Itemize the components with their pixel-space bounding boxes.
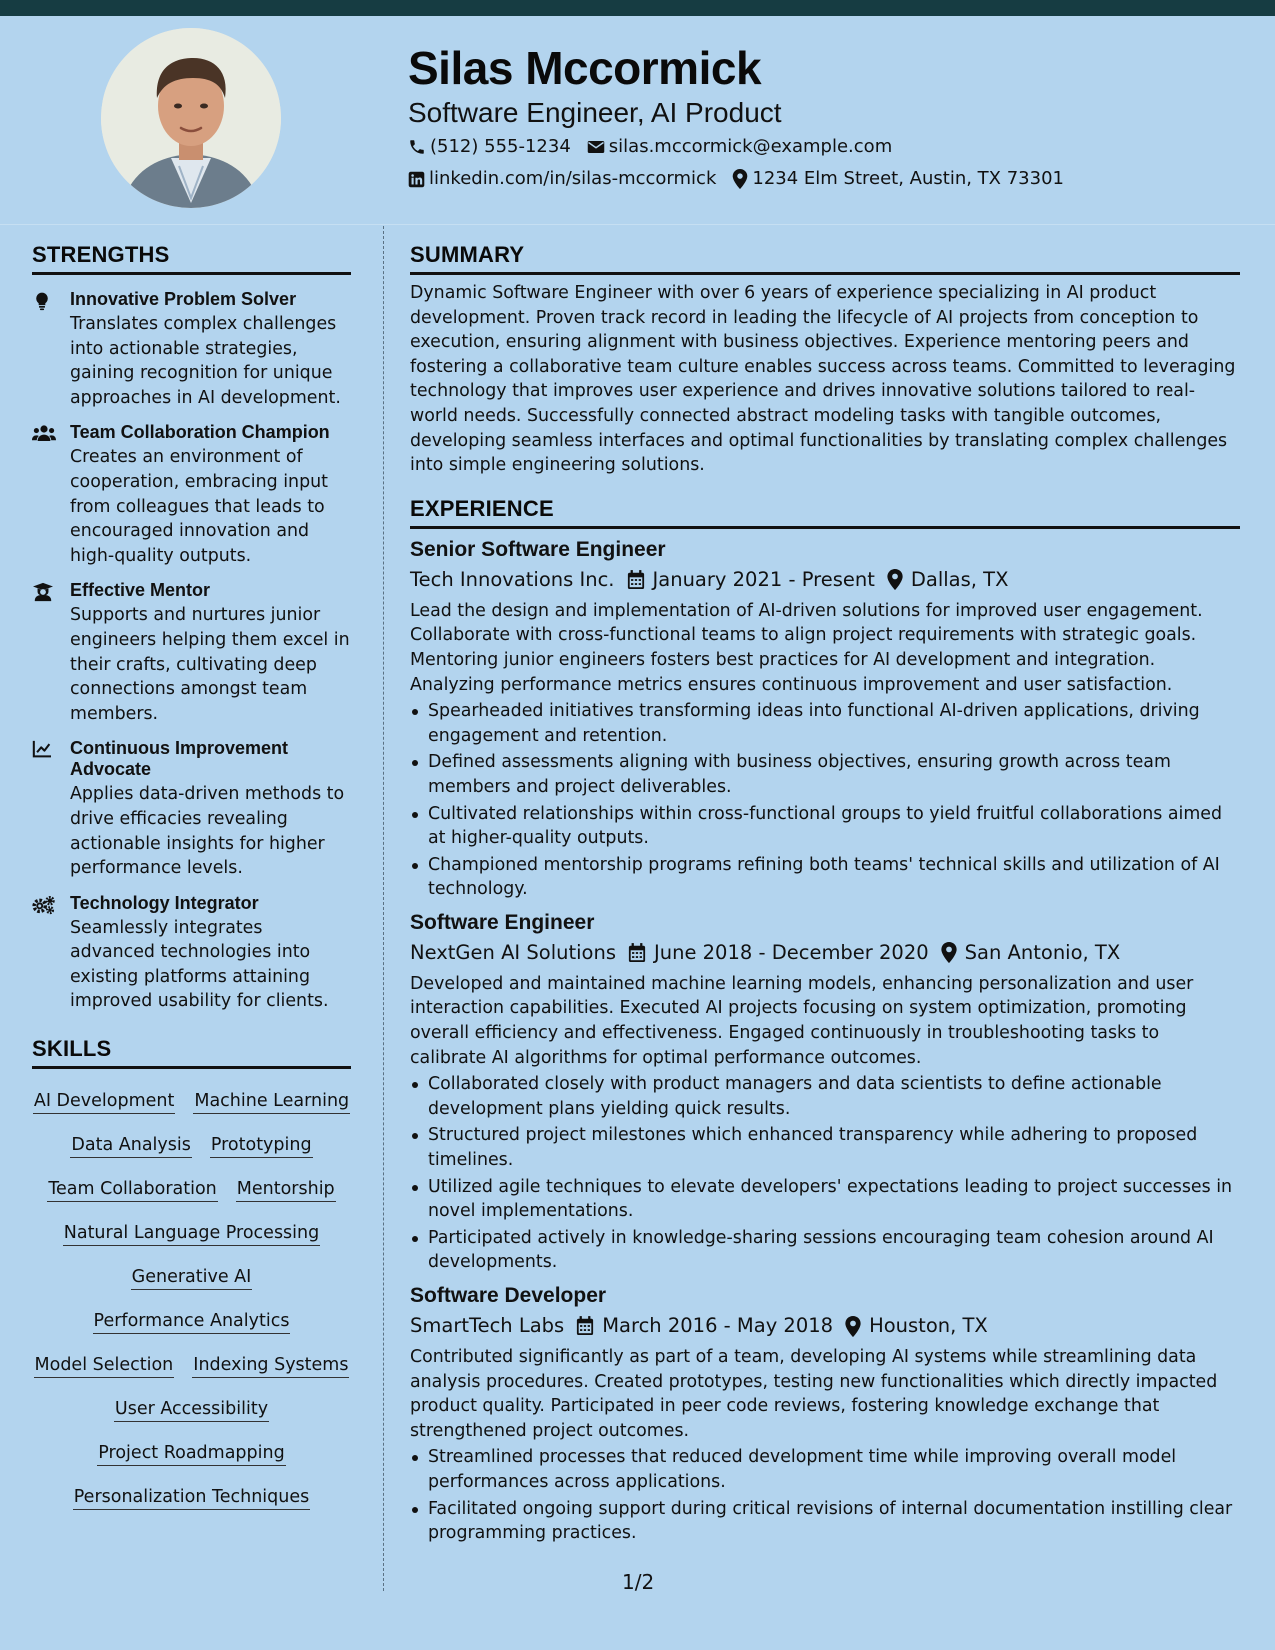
email-item — [587, 132, 892, 162]
job-meta — [410, 1311, 1240, 1341]
job-bullet: Facilitated ongoing support during critical revisions of internal documentation instilling clear programming practices. — [410, 1497, 1240, 1546]
strength-desc: Creates an environment of cooperation, embracing input from colleagues that leads to encouraged innovation and high-quality outputs. — [70, 447, 328, 566]
strength-item — [32, 289, 351, 410]
skill-chip: Team Collaboration — [47, 1177, 217, 1202]
calendar-icon — [576, 1316, 594, 1336]
chart-line-icon — [32, 740, 52, 758]
skill-chip: Data Analysis — [70, 1133, 191, 1158]
strength-desc: Translates complex challenges into actionable strategies, gaining recognition for unique approaches in AI development. — [70, 314, 341, 408]
gears-icon — [32, 895, 56, 915]
skill-chip: AI Development — [33, 1089, 176, 1114]
skill-chip: Generative AI — [131, 1265, 253, 1290]
job-bullet: Structured project milestones which enhanced transparency while adhering to proposed timelines. — [410, 1123, 1240, 1172]
address-item — [732, 164, 1064, 194]
job-entry — [410, 1283, 1240, 1546]
calendar-icon — [627, 570, 645, 590]
linkedin-icon — [408, 171, 425, 188]
job-title: Senior Software Engineer — [410, 537, 666, 561]
strength-title: Continuous Improvement Advocate — [70, 738, 289, 780]
company-name: NextGen AI Solutions — [410, 940, 616, 964]
skill-chip: User Accessibility — [114, 1397, 269, 1422]
lightbulb-icon — [32, 291, 52, 311]
skill-chip: Indexing Systems — [192, 1353, 349, 1378]
calendar-icon — [628, 943, 646, 963]
job-bullet: Cultivated relationships within cross-functional groups to yield fruitful collaborations aimed at higher-quality outputs. — [410, 802, 1240, 851]
strength-item — [32, 422, 351, 568]
job-bullet: Collaborated closely with product managers and data scientists to define actionable development plans yielding quick results. — [410, 1072, 1240, 1121]
strength-desc: Supports and nurtures junior engineers helping them excel in their crafts, cultivating deep connections amongst team members. — [70, 605, 350, 724]
job-description: Contributed significantly as part of a team, developing AI systems while streamlining data analysis procedures. Created prototypes, testing new functionalities which directly impacted product quality. Participated in peer code reviews, fostering knowledge exchange that strengthened project outcomes. — [410, 1347, 1218, 1441]
page-number: 1/2 — [622, 1570, 655, 1594]
skill-chip: Performance Analytics — [93, 1309, 291, 1334]
strength-title: Team Collaboration Champion — [70, 422, 330, 443]
summary-text: Dynamic Software Engineer with over 6 years of experience specializing in AI product development. Proven track record in leading the lifecycle of AI projects from conception to execution, ensuring alignment with business objectives. Experience mentoring peers and fostering a collaborative team culture enables success across teams. Committed to leveraging technology that improves user experience and drives innovative solutions tailored to real-world needs. Successfully connected abstract modeling tasks with tangible outcomes, developing seamless interfaces and optimal functionalities by translating complex challenges into simple engineering solutions. — [410, 283, 1236, 476]
header-separator — [0, 224, 1275, 225]
teacher-icon — [32, 582, 54, 602]
job-description: Lead the design and implementation of AI-driven solutions for improved user engagement. Collaborate with cross-functional teams to align project requirements with strategic goals. Mentoring junior engineers fosters best practices for AI development and integration. Analyzing performance metrics ensures continuous improvement and user satisfaction. — [410, 600, 1203, 695]
map-pin-icon — [845, 1316, 861, 1337]
company-name: Tech Innovations Inc. — [410, 567, 615, 591]
skills-heading: SKILLS — [32, 1034, 351, 1069]
skill-chip: Prototyping — [210, 1133, 313, 1158]
map-pin-icon — [732, 169, 748, 189]
envelope-icon — [587, 139, 605, 155]
phone-item — [408, 132, 571, 162]
company-name: SmartTech Labs — [410, 1314, 565, 1337]
profile-photo — [101, 28, 281, 208]
job-bullet: Defined assessments aligning with business objectives, ensuring growth across team members and project deliverables. — [410, 750, 1240, 799]
job-description: Developed and maintained machine learning models, enhancing personalization and user interaction capabilities. Executed AI projects focusing on system optimization, promoting overall efficiency and effectiveness. Engaged continuously in troubleshooting tasks to calibrate AI algorithms for optimal performance outcomes. — [410, 973, 1194, 1068]
linkedin-url: linkedin.com/in/silas-mccormick — [429, 168, 717, 189]
job-bullet: Participated actively in knowledge-sharing sessions encouraging team cohesion around AI developments. — [410, 1226, 1240, 1275]
job-title: Software Developer — [410, 1284, 607, 1307]
candidate-title: Software Engineer, AI Product — [408, 97, 782, 128]
email-address: silas.mccormick@example.com — [608, 136, 893, 157]
skills-list — [32, 1083, 351, 1523]
job-bullet: Streamlined processes that reduced development time while improving overall model performances across applications. — [410, 1445, 1240, 1494]
street-address: 1234 Elm Street, Austin, TX 73301 — [752, 168, 1064, 189]
job-bullets — [410, 1445, 1240, 1545]
job-title: Software Engineer — [410, 910, 595, 934]
summary-heading: SUMMARY — [410, 240, 1240, 275]
phone-number: (512) 555-1234 — [430, 136, 571, 157]
skill-chip: Model Selection — [34, 1353, 175, 1378]
top-accent-bar — [0, 0, 1275, 16]
experience-heading: EXPERIENCE — [410, 494, 1240, 529]
map-pin-icon — [941, 942, 957, 963]
strength-title: Effective Mentor — [70, 580, 211, 601]
phone-icon — [408, 138, 426, 156]
job-bullet: Utilized agile techniques to elevate developers' expectations leading to project successes in novel implementations. — [410, 1175, 1240, 1224]
job-location: Houston, TX — [869, 1314, 988, 1337]
skill-chip: Personalization Techniques — [73, 1485, 310, 1510]
strengths-heading: STRENGTHS — [32, 240, 351, 275]
strength-title: Technology Integrator — [70, 892, 259, 913]
users-icon — [32, 424, 56, 442]
job-meta — [410, 565, 1240, 595]
skill-chip: Mentorship — [236, 1177, 336, 1202]
candidate-name: Silas Mccormick — [408, 42, 762, 94]
contact-line-1 — [408, 132, 1248, 162]
job-dates: January 2021 - Present — [652, 567, 875, 591]
job-entry — [410, 537, 1240, 902]
column-divider — [383, 226, 384, 1591]
skill-chip: Natural Language Processing — [63, 1221, 321, 1246]
resume-header — [408, 40, 1248, 194]
job-bullet: Championed mentorship programs refining both teams' technical skills and utilization of AI technology. — [410, 853, 1240, 902]
job-dates: June 2018 - December 2020 — [653, 940, 929, 964]
strength-item — [32, 893, 351, 1014]
skill-chip: Machine Learning — [193, 1089, 350, 1114]
job-dates: March 2016 - May 2018 — [602, 1314, 834, 1337]
right-column — [410, 240, 1240, 1548]
contact-line-2 — [408, 164, 1248, 194]
job-entry — [410, 910, 1240, 1275]
strength-desc: Seamlessly integrates advanced technologies into existing platforms attaining improved usability for clients. — [70, 917, 329, 1012]
job-location: Dallas, TX — [910, 567, 1009, 591]
job-bullets — [410, 699, 1240, 902]
map-pin-icon — [887, 569, 903, 590]
job-bullet: Spearheaded initiatives transforming ideas into functional AI-driven applications, driving engagement and retention. — [410, 699, 1240, 748]
linkedin-item — [408, 164, 716, 194]
job-location: San Antonio, TX — [964, 940, 1121, 964]
strength-desc: Applies data-driven methods to drive efficacies revealing actionable insights for higher performance levels. — [70, 784, 345, 879]
left-column — [32, 240, 351, 1523]
strength-title: Innovative Problem Solver — [70, 289, 297, 309]
strength-item — [32, 738, 351, 880]
skill-chip: Project Roadmapping — [97, 1441, 285, 1466]
strength-item — [32, 580, 351, 726]
job-meta — [410, 938, 1240, 968]
job-bullets — [410, 1072, 1240, 1275]
